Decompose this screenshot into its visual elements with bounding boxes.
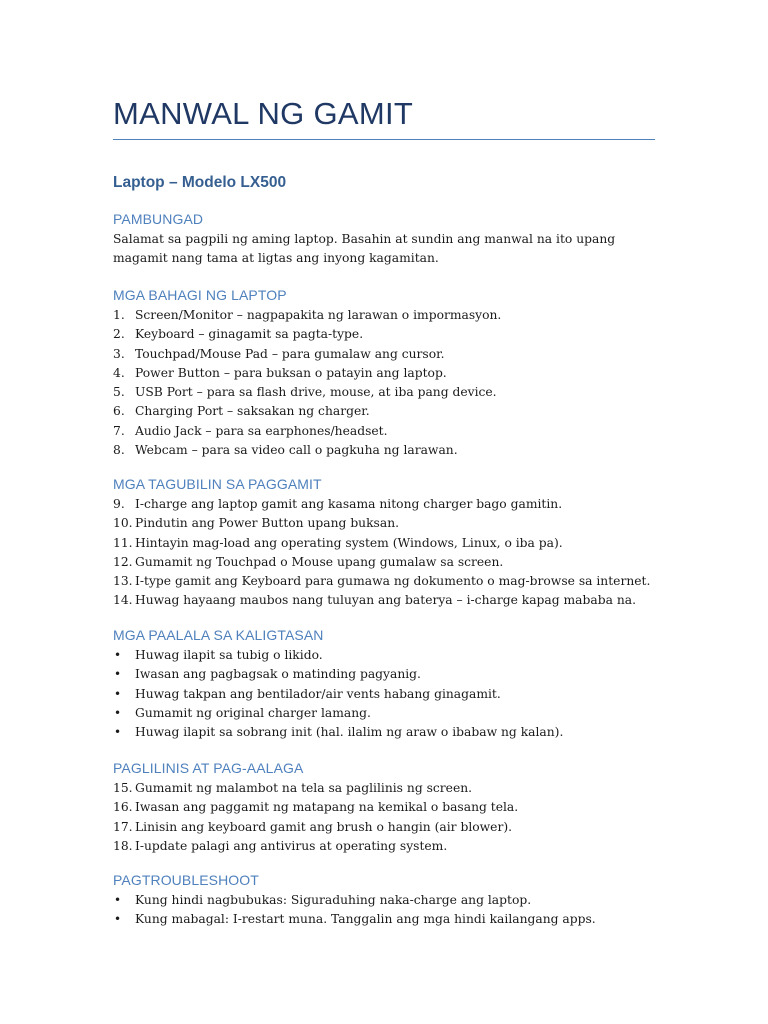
list-item <box>113 402 658 421</box>
troubleshoot-list <box>113 891 658 930</box>
item-number: 2. <box>113 327 125 342</box>
section-safety <box>113 624 658 742</box>
list-item <box>113 325 658 344</box>
item-number: 12. <box>113 554 133 569</box>
item-text: Pindutin ang Power Button upang buksan. <box>135 516 400 531</box>
item-number: 10. <box>113 516 133 531</box>
list-item <box>113 572 658 591</box>
intro-paragraph: Salamat sa pagpili ng aming laptop. Basahin at sundin ang manwal na ito upang magamit nang tama at ligtas ang inyong kagamitan. <box>113 232 616 266</box>
bullet-icon: • <box>114 912 122 927</box>
list-item <box>113 779 658 798</box>
item-text: Huwag ilapit sa tubig o likido. <box>135 648 323 662</box>
list-item <box>113 704 658 723</box>
item-number: 13. <box>113 574 133 589</box>
section-heading-troubleshoot: PAGTROUBLESHOOT <box>113 872 259 888</box>
item-number: 6. <box>113 404 125 419</box>
item-text: Iwasan ang pagbagsak o matinding pagyanig. <box>135 667 421 682</box>
bullet-icon: • <box>114 705 122 720</box>
item-number: 9. <box>113 497 125 511</box>
item-text: Gumamit ng Touchpad o Mouse upang gumalaw sa screen. <box>135 554 504 569</box>
item-text: Gumamit ng malambot na tela sa paglilinis ng screen. <box>135 781 473 795</box>
item-text: Gumamit ng original charger lamang. <box>135 705 371 720</box>
parts-list <box>113 306 658 460</box>
list-item <box>113 665 658 684</box>
item-number: 15. <box>113 781 133 795</box>
list-item <box>113 514 658 533</box>
list-item <box>113 798 658 817</box>
section-heading-cleaning: PAGLILINIS AT PAG-AALAGA <box>113 760 304 776</box>
section-troubleshoot <box>113 869 658 930</box>
item-text: Power Button – para buksan o patayin ang laptop. <box>135 365 447 380</box>
item-number: 1. <box>113 308 125 322</box>
list-item <box>113 383 658 402</box>
list-item <box>113 837 658 856</box>
list-item <box>113 910 658 929</box>
bullet-icon: • <box>114 648 122 662</box>
item-number: 17. <box>113 819 133 834</box>
bullet-icon: • <box>114 686 122 701</box>
list-item <box>113 891 658 910</box>
section-parts <box>113 284 658 460</box>
item-number: 4. <box>113 365 125 380</box>
item-number: 8. <box>113 443 125 458</box>
item-number: 16. <box>113 800 133 815</box>
item-text: I-update palagi ang antivirus at operating system. <box>135 838 448 853</box>
bullet-icon: • <box>114 725 122 740</box>
bullet-icon: • <box>114 893 122 907</box>
list-item <box>113 422 658 441</box>
list-item <box>113 345 658 364</box>
list-item <box>113 723 658 742</box>
section-intro <box>113 208 658 269</box>
item-text: Touchpad/Mouse Pad – para gumalaw ang cursor. <box>135 346 445 361</box>
section-usage <box>113 473 658 611</box>
bullet-icon: • <box>114 667 122 682</box>
list-item <box>113 534 658 553</box>
item-text: Audio Jack – para sa earphones/headset. <box>135 423 388 438</box>
item-text: Charging Port – saksakan ng charger. <box>135 404 370 419</box>
list-item <box>113 818 658 837</box>
list-item <box>113 553 658 572</box>
section-heading-parts: MGA BAHAGI NG LAPTOP <box>113 287 287 303</box>
item-text: Keyboard – ginagamit sa pagta-type. <box>135 327 364 342</box>
item-text: Huwag takpan ang bentilador/air vents habang ginagamit. <box>135 686 501 701</box>
document-subtitle: Laptop – Modelo LX500 <box>113 174 287 191</box>
item-text: USB Port – para sa flash drive, mouse, at iba pang device. <box>135 385 497 400</box>
section-heading-usage: MGA TAGUBILIN SA PAGGAMIT <box>113 476 322 492</box>
section-cleaning <box>113 757 658 856</box>
item-text: I-type gamit ang Keyboard para gumawa ng dokumento o mag-browse sa internet. <box>135 574 651 589</box>
document-title: MANWAL NG GAMIT <box>113 96 414 131</box>
item-text: Screen/Monitor – nagpapakita ng larawan o impormasyon. <box>135 308 502 322</box>
item-text: Huwag hayaang maubos nang tuluyan ang baterya – i-charge kapag mababa na. <box>135 593 636 608</box>
list-item <box>113 646 658 665</box>
title-underline <box>113 139 655 140</box>
section-heading-safety: MGA PAALALA SA KALIGTASAN <box>113 627 324 643</box>
section-heading-intro: PAMBUNGAD <box>113 211 204 227</box>
list-item <box>113 364 658 383</box>
usage-list <box>113 495 658 611</box>
item-number: 18. <box>113 838 133 853</box>
item-text: I-charge ang laptop gamit ang kasama nitong charger bago gamitin. <box>135 497 563 511</box>
item-number: 3. <box>113 346 125 361</box>
item-text: Linisin ang keyboard gamit ang brush o hangin (air blower). <box>135 819 513 834</box>
item-text: Webcam – para sa video call o pagkuha ng larawan. <box>135 443 458 458</box>
safety-list <box>113 646 658 742</box>
item-text: Iwasan ang paggamit ng matapang na kemikal o basang tela. <box>135 800 519 815</box>
item-number: 14. <box>113 593 133 608</box>
cleaning-list <box>113 779 658 856</box>
item-number: 11. <box>113 535 133 550</box>
item-text: Hintayin mag-load ang operating system (Windows, Linux, o iba pa). <box>135 535 563 550</box>
list-item <box>113 306 658 325</box>
list-item <box>113 495 658 514</box>
item-text: Kung hindi nagbubukas: Siguraduhing naka-charge ang laptop. <box>135 893 532 907</box>
item-number: 5. <box>113 385 125 400</box>
list-item <box>113 591 658 610</box>
item-text: Huwag ilapit sa sobrang init (hal. ilalim ng araw o ibabaw ng kalan). <box>135 725 564 740</box>
item-text: Kung mabagal: I-restart muna. Tanggalin ang mga hindi kailangang apps. <box>135 912 596 927</box>
item-number: 7. <box>113 423 125 438</box>
list-item <box>113 441 658 460</box>
list-item <box>113 685 658 704</box>
